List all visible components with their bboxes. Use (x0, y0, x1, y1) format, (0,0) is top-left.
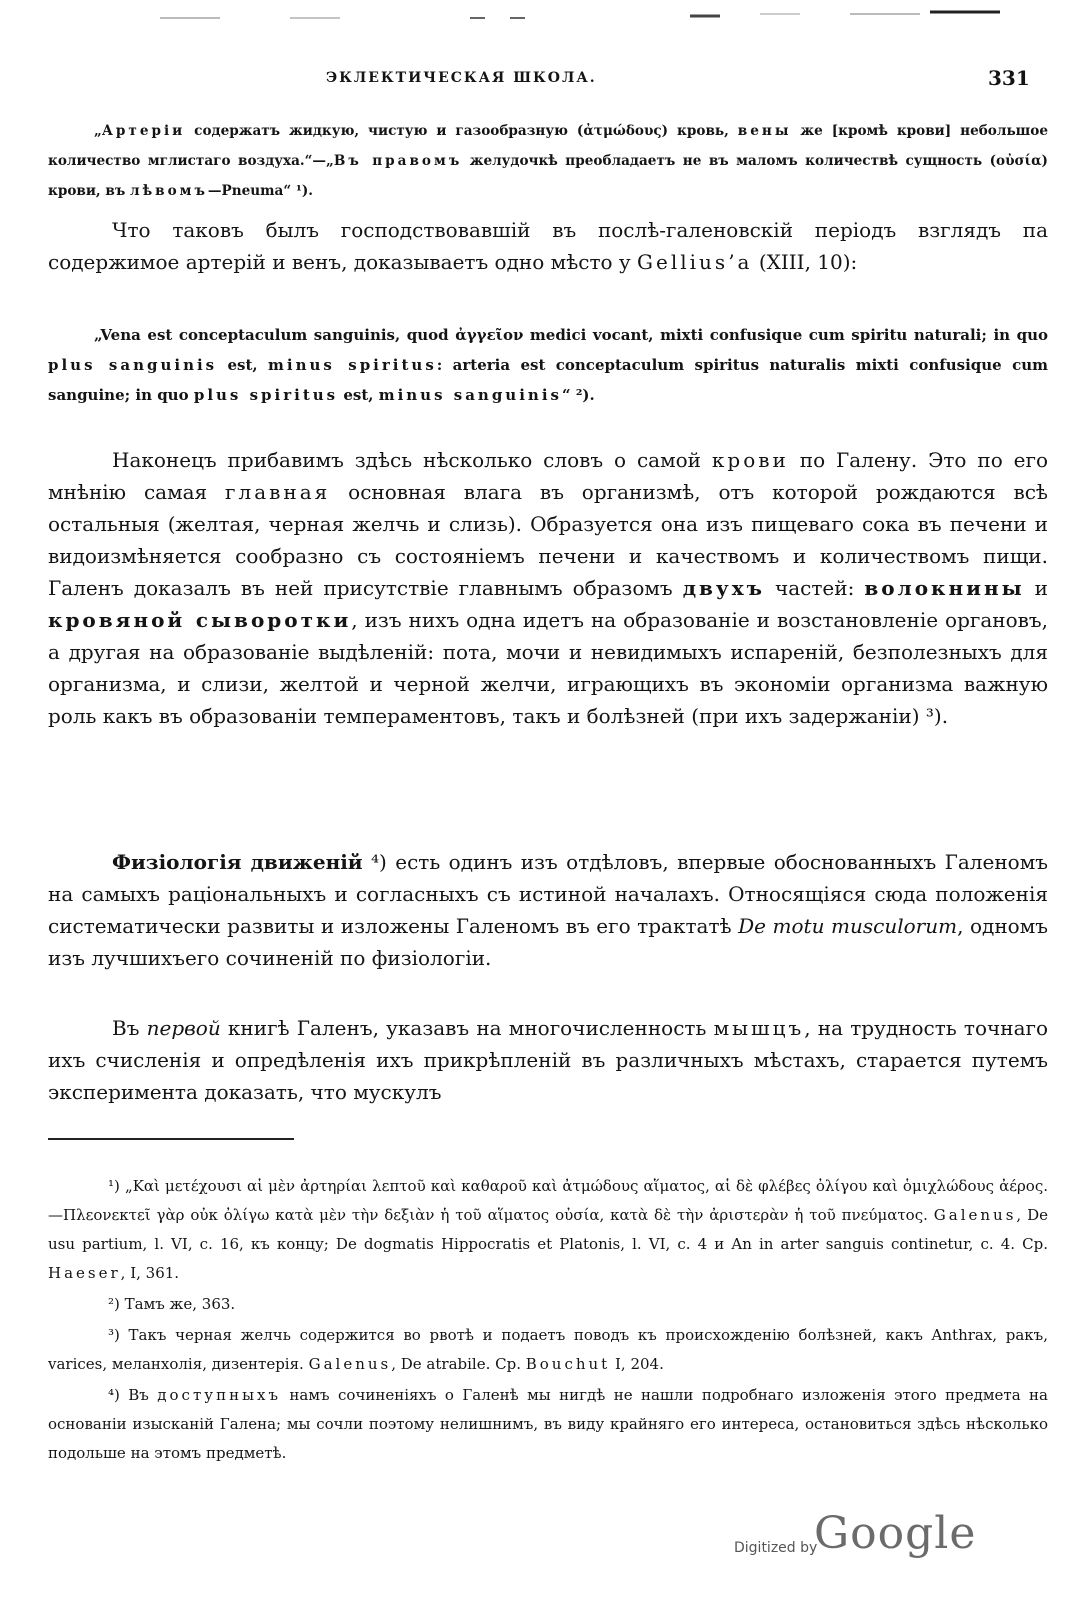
paragraph-first-book-text: Въ первой книгѣ Галенъ, указавъ на многочисленность мышцъ, на трудность точнаго ихъ счисленiя и опредѣленiя ихъ прикрѣпленiй въ различныхъ мѣстахъ, старается путемъ эксперимента доказать, что мускулъ (48, 1016, 1049, 1104)
paragraph-movement (48, 846, 1048, 974)
paragraph-blood (48, 444, 1048, 732)
footnote-3: ³) Такъ черная желчь содержится во рвотѣ и подаетъ поводъ къ происхожденiю болѣзней, какъ Anthrax, ракъ, varices, меланхолiя, дизентерiя. Galenus, De atrabile. Ср. Bouchut I, 204. (48, 1326, 1048, 1373)
page-header (48, 66, 1048, 94)
paragraph-first-book (48, 1012, 1048, 1108)
footnote-4: ⁴) Въ доступныхъ намъ сочиненiяхъ о Галенѣ мы нигдѣ не нашли подробнаго изложенiя этого предмета на основанiи изысканiй Галена; мы сочли поэтому нелишнимъ, въ виду крайняго его интереса, остановиться здѣсь нѣсколько подольше на этомъ предметѣ. (48, 1386, 1048, 1462)
watermark-small-text: Digitized by (734, 1540, 818, 1556)
paragraph-movement-text: Физiологiя движенiй ⁴) есть одинъ изъ отдѣловъ, впервые обоснованныхъ Галеномъ на самыхъ рацiональныхъ и согласныхъ съ истиной началахъ. Относящiяся сюда положенiя систематически развиты и изложены Галеномъ въ его трактатѣ De motu musculorum, одномъ изъ лучшихъего сочиненiй по физiологiи. (48, 850, 1048, 970)
paragraph-gellius-text: Что таковъ былъ господствовавшiй въ послѣ-галеновскiй перiодъ взглядъ па содержимое артерiй и венъ, доказываетъ одно мѣсто у Gellius’a (XIII, 10): (48, 218, 1048, 274)
page-number: 331 (988, 66, 1030, 90)
footnotes (48, 1172, 1048, 1470)
paragraph-blood-text: Наконецъ прибавимъ здѣсь нѣсколько словъ о самой крови по Галену. Это по его мнѣнiю самая главная основная влага въ организмѣ, отъ которой рождаются всѣ остальныя (желтая, черная желчь и слизь). Образуется она изъ пищеваго сока въ печени и видоизмѣняется сообразно съ состоянiемъ печени и качествомъ и количествомъ пищи. Галенъ доказалъ въ ней присутствiе главнымъ образомъ двухъ частей: волокнины и кровяной сыворотки, изъ нихъ одна идетъ на образованiе и возстановленiе органовъ, а другая на образованiе выдѣленiй: пота, мочи и невидимыхъ испаренiй, безполезныхъ для организма, и слизи, желтой и черной желчи, играющихъ въ экономiи организма важную роль какъ въ образованiи темпераментовъ, такъ и болѣзней (при ихъ задержанiи) ³). (48, 448, 1048, 728)
footnote-separator (48, 1138, 294, 1140)
footnote-1: ¹) „Καὶ μετέχουσι αἱ μὲν ἀρτηρίαι λεπτοῦ καὶ καθαροῦ καὶ ἀτμώδους αἵματος, αἱ δὲ φλέβες ὀλίγου καὶ ὁμιχλώδους ἀέρος.—Πλεονεκτεῖ γὰρ οὐκ ὀλίγω κατὰ μὲν τὴν δεξιὰν ἡ τοῦ αἵματος οὐσία, κατὰ δὲ τὴν ἀριστερὰν ἡ τοῦ πνεύματος. Galenus, De usu partium, l. VI, c. 16, къ концу; De dogmatis Hippocratis et Platonis, l. VI, c. 4 и An in arter sanguis continetur, c. 4. Ср. Haeser, I, 361. (48, 1177, 1048, 1282)
running-title: ЭКЛЕКТИЧЕСКАЯ ШКОЛА. (326, 70, 597, 86)
section-heading: Физiологiя движенiй (112, 850, 363, 874)
watermark-logo: Google (814, 1508, 977, 1559)
paragraph-gellius (48, 214, 1048, 278)
scan-artifacts (0, 8, 1083, 22)
footnote-2: ²) Тамъ же, 363. (108, 1295, 236, 1313)
quote-arteries-text: „Артерiи содержатъ жидкую, чистую и газообразную (ἀτμώδους) кровь, вены же [кромѣ крови] небольшое количество мглистаго воздуха.“—„Въ правомъ желудочкѣ преобладаетъ не въ маломъ количествѣ сущность (οὐσία) крови, въ лѣвомъ—Pneuma“ ¹). (48, 123, 1048, 199)
google-watermark (734, 1508, 1064, 1568)
quote-latin (48, 320, 1048, 410)
quote-arteries (48, 116, 1048, 206)
quote-latin-text: „Vena est conceptaculum sanguinis, quod ἀγγεῖον medici vocant, mixti confusique cum spiritu naturali; in quo plus sanguinis est, minus spiritus: arteria est conceptaculum spiritus naturalis mixti confusique cum sanguine; in quo plus spiritus est, minus sanguinis“ ²). (48, 326, 1048, 404)
